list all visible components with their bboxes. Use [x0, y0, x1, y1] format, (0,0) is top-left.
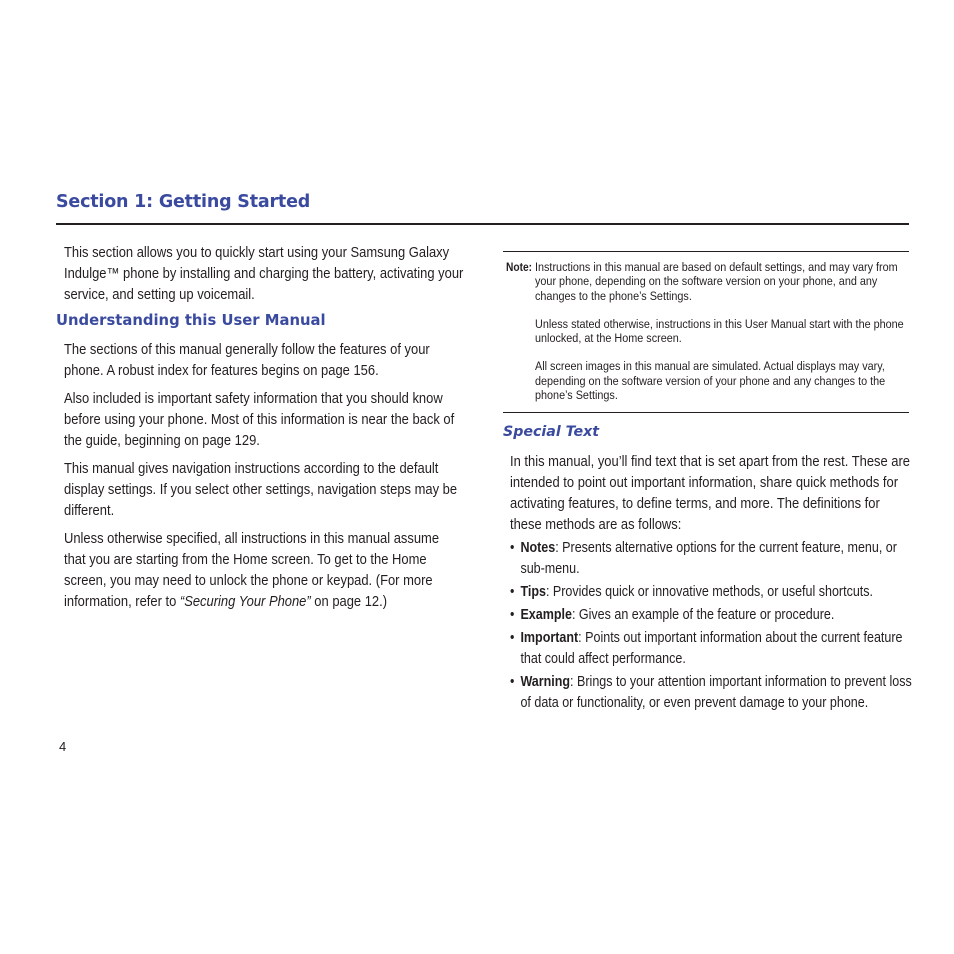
note-box	[503, 251, 909, 413]
desc-example: : Gives an example of the feature or procedure.	[571, 607, 835, 624]
note-paragraph-unlocked: Unless stated otherwise, instructions in this User Manual start with the phone unlocked, at the Home screen.	[535, 316, 904, 346]
desc-important: : Points out important information about the current feature that could affect performance.	[520, 630, 903, 668]
home-screen-text: Unless otherwise specified, all instructions in this manual assume that you are starting from the Home screen. To get to the Home screen, you may need to unlock the phone or keypad. (For more information, refer to	[64, 531, 440, 610]
paragraph-safety: Also included is important safety information that you should know before using your phone. Most of this information is near the back of the guide, beginning on page 129.	[64, 391, 455, 449]
term-example: Example	[520, 607, 572, 624]
special-text-list	[510, 538, 954, 716]
note-label: Note:	[506, 260, 533, 274]
list-item-tips	[510, 582, 914, 603]
term-notes: Notes	[520, 540, 556, 556]
paragraph-home-screen	[64, 529, 464, 613]
note-paragraph-defaults: Instructions in this manual are based on default settings, and may vary from your phone, depending on the software version on your phone, and any changes to the phone’s Settings.	[535, 260, 898, 303]
paragraph-sections: The sections of this manual generally follow the features of your phone. A robust index for features begins on page 156.	[64, 342, 430, 379]
paragraph-navigation: This manual gives navigation instructions according to the default display settings. If you select other settings, navigation steps may be different.	[64, 461, 458, 519]
home-screen-page-ref: on page 12.)	[310, 594, 388, 610]
term-tips: Tips	[520, 583, 546, 600]
list-item-warning	[510, 672, 914, 713]
bullet-icon: •	[510, 630, 515, 647]
intro-paragraph: This section allows you to quickly start using your Samsung Galaxy Indulge™ phone by installing and charging the battery, activating your service, and setting up voicemail.	[64, 245, 464, 303]
section-title: Section 1: Getting Started	[56, 192, 311, 212]
understanding-heading: Understanding this User Manual	[56, 312, 326, 329]
term-important: Important	[520, 630, 579, 647]
bullet-icon: •	[510, 607, 515, 624]
title-rule	[56, 223, 909, 225]
bullet-icon: •	[510, 540, 515, 556]
bullet-icon: •	[510, 674, 515, 691]
special-text-intro: In this manual, you’ll find text that is set apart from the rest. These are intended to point out important information, share quick methods for activating features, to define terms, and more. The definitions for these methods are as follows:	[510, 454, 911, 533]
term-warning: Warning	[520, 674, 571, 691]
list-item-notes	[510, 538, 914, 579]
desc-warning: : Brings to your attention important information to prevent loss of data or functionality, or even prevent damage to your phone.	[520, 674, 912, 711]
desc-notes: : Presents alternative options for the current feature, menu, or sub-menu.	[520, 540, 897, 577]
securing-phone-link[interactable]: “Securing Your Phone”	[179, 594, 311, 610]
note-text	[535, 260, 945, 416]
bullet-icon: •	[510, 583, 515, 600]
understanding-body	[64, 340, 508, 620]
special-text-heading: Special Text	[503, 424, 600, 440]
page-number: 4	[59, 739, 67, 754]
note-paragraph-simulated: All screen images in this manual are simulated. Actual displays may vary, depending on the software version of your phone and any changes to the phone’s Settings.	[535, 359, 886, 403]
list-item-example	[510, 605, 914, 626]
list-item-important	[510, 628, 914, 669]
desc-tips: : Provides quick or innovative methods, or useful shortcuts.	[545, 583, 874, 600]
